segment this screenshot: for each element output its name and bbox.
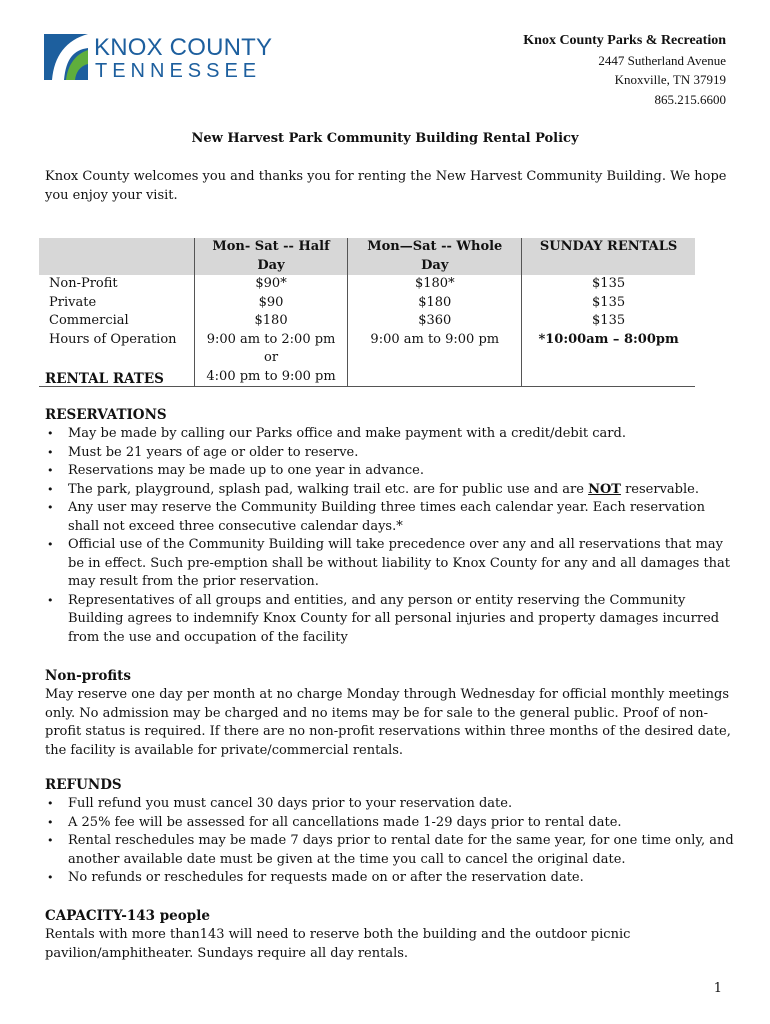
capacity-section xyxy=(45,907,735,963)
nonprofits-section xyxy=(45,667,735,760)
rental-rates-table xyxy=(39,238,695,387)
knox-county-logo xyxy=(44,34,284,84)
rental-rates-heading: RENTAL RATES xyxy=(45,371,164,387)
table-header-cell: Mon- Sat -- Half Day xyxy=(194,238,348,275)
page-number: 1 xyxy=(713,981,722,996)
reservations-list xyxy=(45,425,735,647)
bullet-icon: • xyxy=(47,871,54,884)
table-cell: 9:00 am to 9:00 pm xyxy=(348,331,522,387)
list-item: • Reservations may be made up to one year in advance. xyxy=(45,462,735,481)
table-cell: Non-Profit xyxy=(39,275,194,294)
table-cell: $180 xyxy=(194,312,348,331)
table-row xyxy=(39,275,695,294)
list-item: • Official use of the Community Building will take precedence over any and all reservations that may be in effect. Such pre-emption shall be without liability to Knox County for any and all damages that may result from the prior reservation. xyxy=(47,537,731,589)
bullet-icon: • xyxy=(47,482,54,496)
list-item: • No refunds or reschedules for requests made on or after the reservation date. xyxy=(45,869,735,888)
table-header-cell: SUNDAY RENTALS xyxy=(522,238,695,275)
bullet-icon: • xyxy=(47,797,54,810)
knox-county-logo-mark-icon xyxy=(44,34,90,82)
city-state-zip: Knoxville, TN 37919 xyxy=(614,72,726,87)
bullet-icon: • xyxy=(47,538,54,551)
intro-paragraph: Knox County welcomes you and thanks you for renting the New Harvest Community Building. We hope you enjoy your visit. xyxy=(45,169,727,203)
refunds-list xyxy=(45,795,735,888)
table-cell: $180 xyxy=(348,294,522,313)
list-item: • Rental reschedules may be made 7 days prior to rental date for the same year, for one time only, and another available date must be given at the time you call to cancel the original date. xyxy=(47,833,734,867)
bullet-icon: • xyxy=(47,464,54,477)
list-item: • The park, playground, splash pad, walking trail etc. are for public use and are NOT reservable. xyxy=(45,481,735,500)
table-row xyxy=(39,294,695,313)
logo-text-tennessee: TENNESSEE xyxy=(95,60,262,82)
list-item: • Representatives of all groups and entities, and any person or entity reserving the Community Building agrees to indemnify Knox County for all personal injuries and property damages incurred from the use and occupation of the facility xyxy=(47,592,720,645)
bullet-icon: • xyxy=(47,834,54,847)
capacity-text: Rentals with more than143 will need to reserve both the building and the outdoor picnic pavilion/amphitheater. Sundays require all day rentals. xyxy=(45,927,631,961)
table-cell: $180* xyxy=(348,275,522,294)
bullet-icon: • xyxy=(47,593,54,607)
table-cell: $135 xyxy=(592,313,626,328)
refunds-section xyxy=(45,776,735,888)
table-cell: Private xyxy=(39,294,194,313)
nonprofits-heading: Non-profits xyxy=(45,668,131,684)
list-item: • May be made by calling our Parks office and make payment with a credit/debit card. xyxy=(45,425,735,444)
table-cell: Commercial xyxy=(39,312,194,331)
table-header-cell xyxy=(39,238,194,275)
bullet-icon: • xyxy=(47,445,54,459)
list-item: • Must be 21 years of age or older to reserve. xyxy=(45,444,735,463)
nonprofits-text: May reserve one day per month at no charge Monday through Wednesday for official monthly meetings only. No admission may be charged and no items may be for sale to the general public. Proof of non-profit status is required. If there are no non-profit reservations within three months of the desired date, the facility is available for private/commercial rentals. xyxy=(45,687,731,758)
reservations-section xyxy=(45,406,735,647)
not-emphasis: NOT xyxy=(588,481,621,497)
table-cell: Hours of Operation xyxy=(39,331,194,387)
table-cell: *10:00am – 8:00pm xyxy=(522,331,695,387)
org-name: Knox County Parks & Recreation xyxy=(523,33,726,48)
hours-line: 9:00 am to 2:00 pm xyxy=(206,331,336,347)
list-item: • Full refund you must cancel 30 days prior to your reservation date. xyxy=(45,795,735,814)
hours-line: or xyxy=(264,350,279,365)
logo-text-knox-county: KNOX COUNTY xyxy=(94,34,273,61)
bullet-icon: • xyxy=(47,501,54,514)
bullet-icon: • xyxy=(47,427,54,440)
bullet-icon: • xyxy=(47,815,54,829)
reservations-heading: RESERVATIONS xyxy=(45,407,167,423)
list-item: • Any user may reserve the Community Building three times each calendar year. Each reservation shall not exceed three consecutive calendar days.* xyxy=(47,500,705,534)
table-cell: $360 xyxy=(348,312,522,331)
street-address: 2447 Sutherland Avenue xyxy=(598,52,726,68)
table-header-cell: Mon—Sat -- Whole Day xyxy=(348,238,522,275)
table-row xyxy=(39,312,695,331)
phone-number: 865.215.6600 xyxy=(654,91,726,107)
table-cell: $135 xyxy=(592,294,626,310)
table-cell: $90 xyxy=(194,294,348,313)
hours-line: 4:00 pm to 9:00 pm xyxy=(206,368,336,384)
list-item: • A 25% fee will be assessed for all cancellations made 1-29 days prior to rental date. xyxy=(45,814,735,833)
capacity-heading: CAPACITY-143 people xyxy=(45,908,210,924)
table-cell: $90* xyxy=(194,275,348,294)
table-cell: $135 xyxy=(592,276,626,291)
refunds-heading: REFUNDS xyxy=(45,777,122,793)
document-title: New Harvest Park Community Building Rental Policy xyxy=(191,131,579,146)
address-block xyxy=(523,31,726,109)
table-header-row xyxy=(39,238,695,275)
